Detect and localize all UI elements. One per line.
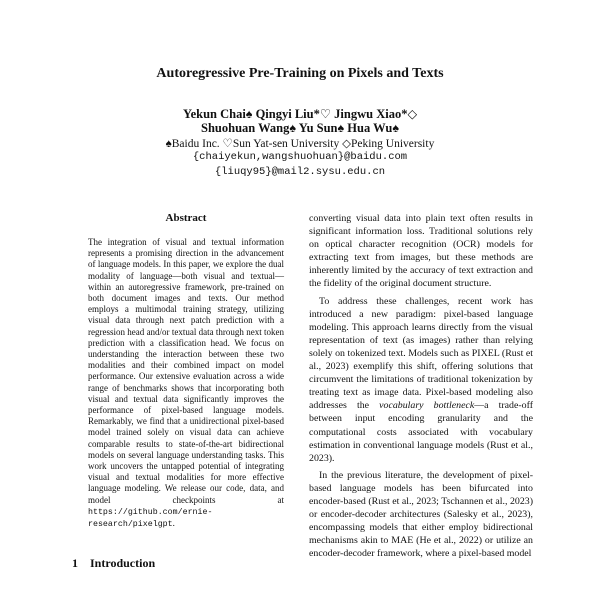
right-column — [309, 212, 533, 560]
section-heading-introduction — [72, 556, 155, 571]
authors-line-2: Shuohuan Wang♠ Yu Sun♠ Hua Wu♠ — [201, 121, 399, 135]
abstract-code-url: https://github.com/ernie-research/pixelgpt — [88, 507, 213, 530]
email-line-1: {chaiyekun,wangshuohuan}@baidu.com — [192, 151, 408, 163]
paper-title: Autoregressive Pre-Training on Pixels and Texts — [156, 66, 444, 81]
paragraph-1: converting visual data into plain text often results in significant information loss. Traditional solutions rely on optical character recognition (OCR) models for extracting text from images, but these methods are inherently limited by the accuracy of text extraction and the fidelity of the original document structure. — [309, 213, 533, 290]
paragraph-2 — [309, 295, 533, 465]
paragraph-2-emphasis: vocabulary bottleneck — [379, 400, 475, 412]
abstract-end: . — [172, 518, 175, 529]
affiliations: ♠Baidu Inc. ♡Sun Yat-sen University ◇Peking University — [165, 138, 435, 150]
abstract-heading: Abstract — [165, 212, 207, 224]
abstract-body — [88, 237, 284, 530]
paragraph-3: In the previous literature, the development of pixel-based language models has been bifurcated into encoder-based (Rust et al., 2023; Tschannen et al., 2023) or encoder-decoder architectures (Salesky et al., 2023), encompassing models that either employ bidirectional mechanisms akin to MAE (He et al., 2022) or utilize an encoder-decoder framework, where a pixel-based model — [309, 469, 533, 560]
section-number: 1 — [72, 556, 78, 570]
authors-line-1: Yekun Chai♠ Qingyi Liu*♡ Jingwu Xiao*◇ — [182, 107, 418, 121]
section-title: Introduction — [90, 556, 156, 570]
email-line-2: {liuqy95}@mail2.sysu.edu.cn — [214, 166, 386, 178]
abstract-text: The integration of visual and textual information represents a promising direction in the advancement of language models. In this paper, we explore the dual modality of language—both visual and textual—within an autoregressive framework, pre-trained on both document images and texts. Our method employs a multimodal training strategy, utilizing visual data through next patch prediction with a regression head and/or textual data through next token prediction with a classification head. We focus on understanding the interaction between these two modalities and their combined impact on model performance. Our extensive evaluation across a wide range of benchmarks shows that incorporating both visual and textual data significantly improves the performance of pixel-based language models. Remarkably, we find that a unidirectional pixel-based model trained solely on visual data can achieve comparable results to state-of-the-art bidirectional models on several language understanding tasks. This work uncovers the untapped potential of integrating visual and textual modalities for more effective language modeling. We release our code, data, and model checkpoints at — [88, 237, 284, 505]
paragraph-2-a: To address these challenges, recent work has introduced a new paradigm: pixel-based language modeling. This approach learns directly from the visual representation of text (as images) rather than relying solely on tokenized text. Models such as PIXEL (Rust et al., 2023) exemplify this shift, offering solutions that circumvent the limitations of traditional tokenization by treating text as image data. Pixel-based modeling also addresses the — [309, 295, 533, 412]
paragraph-2-b: —a trade-off between input encoding granularity and the computational costs associated with vocabulary estimation in conventional language models (Rust et al., 2023). — [309, 400, 534, 464]
